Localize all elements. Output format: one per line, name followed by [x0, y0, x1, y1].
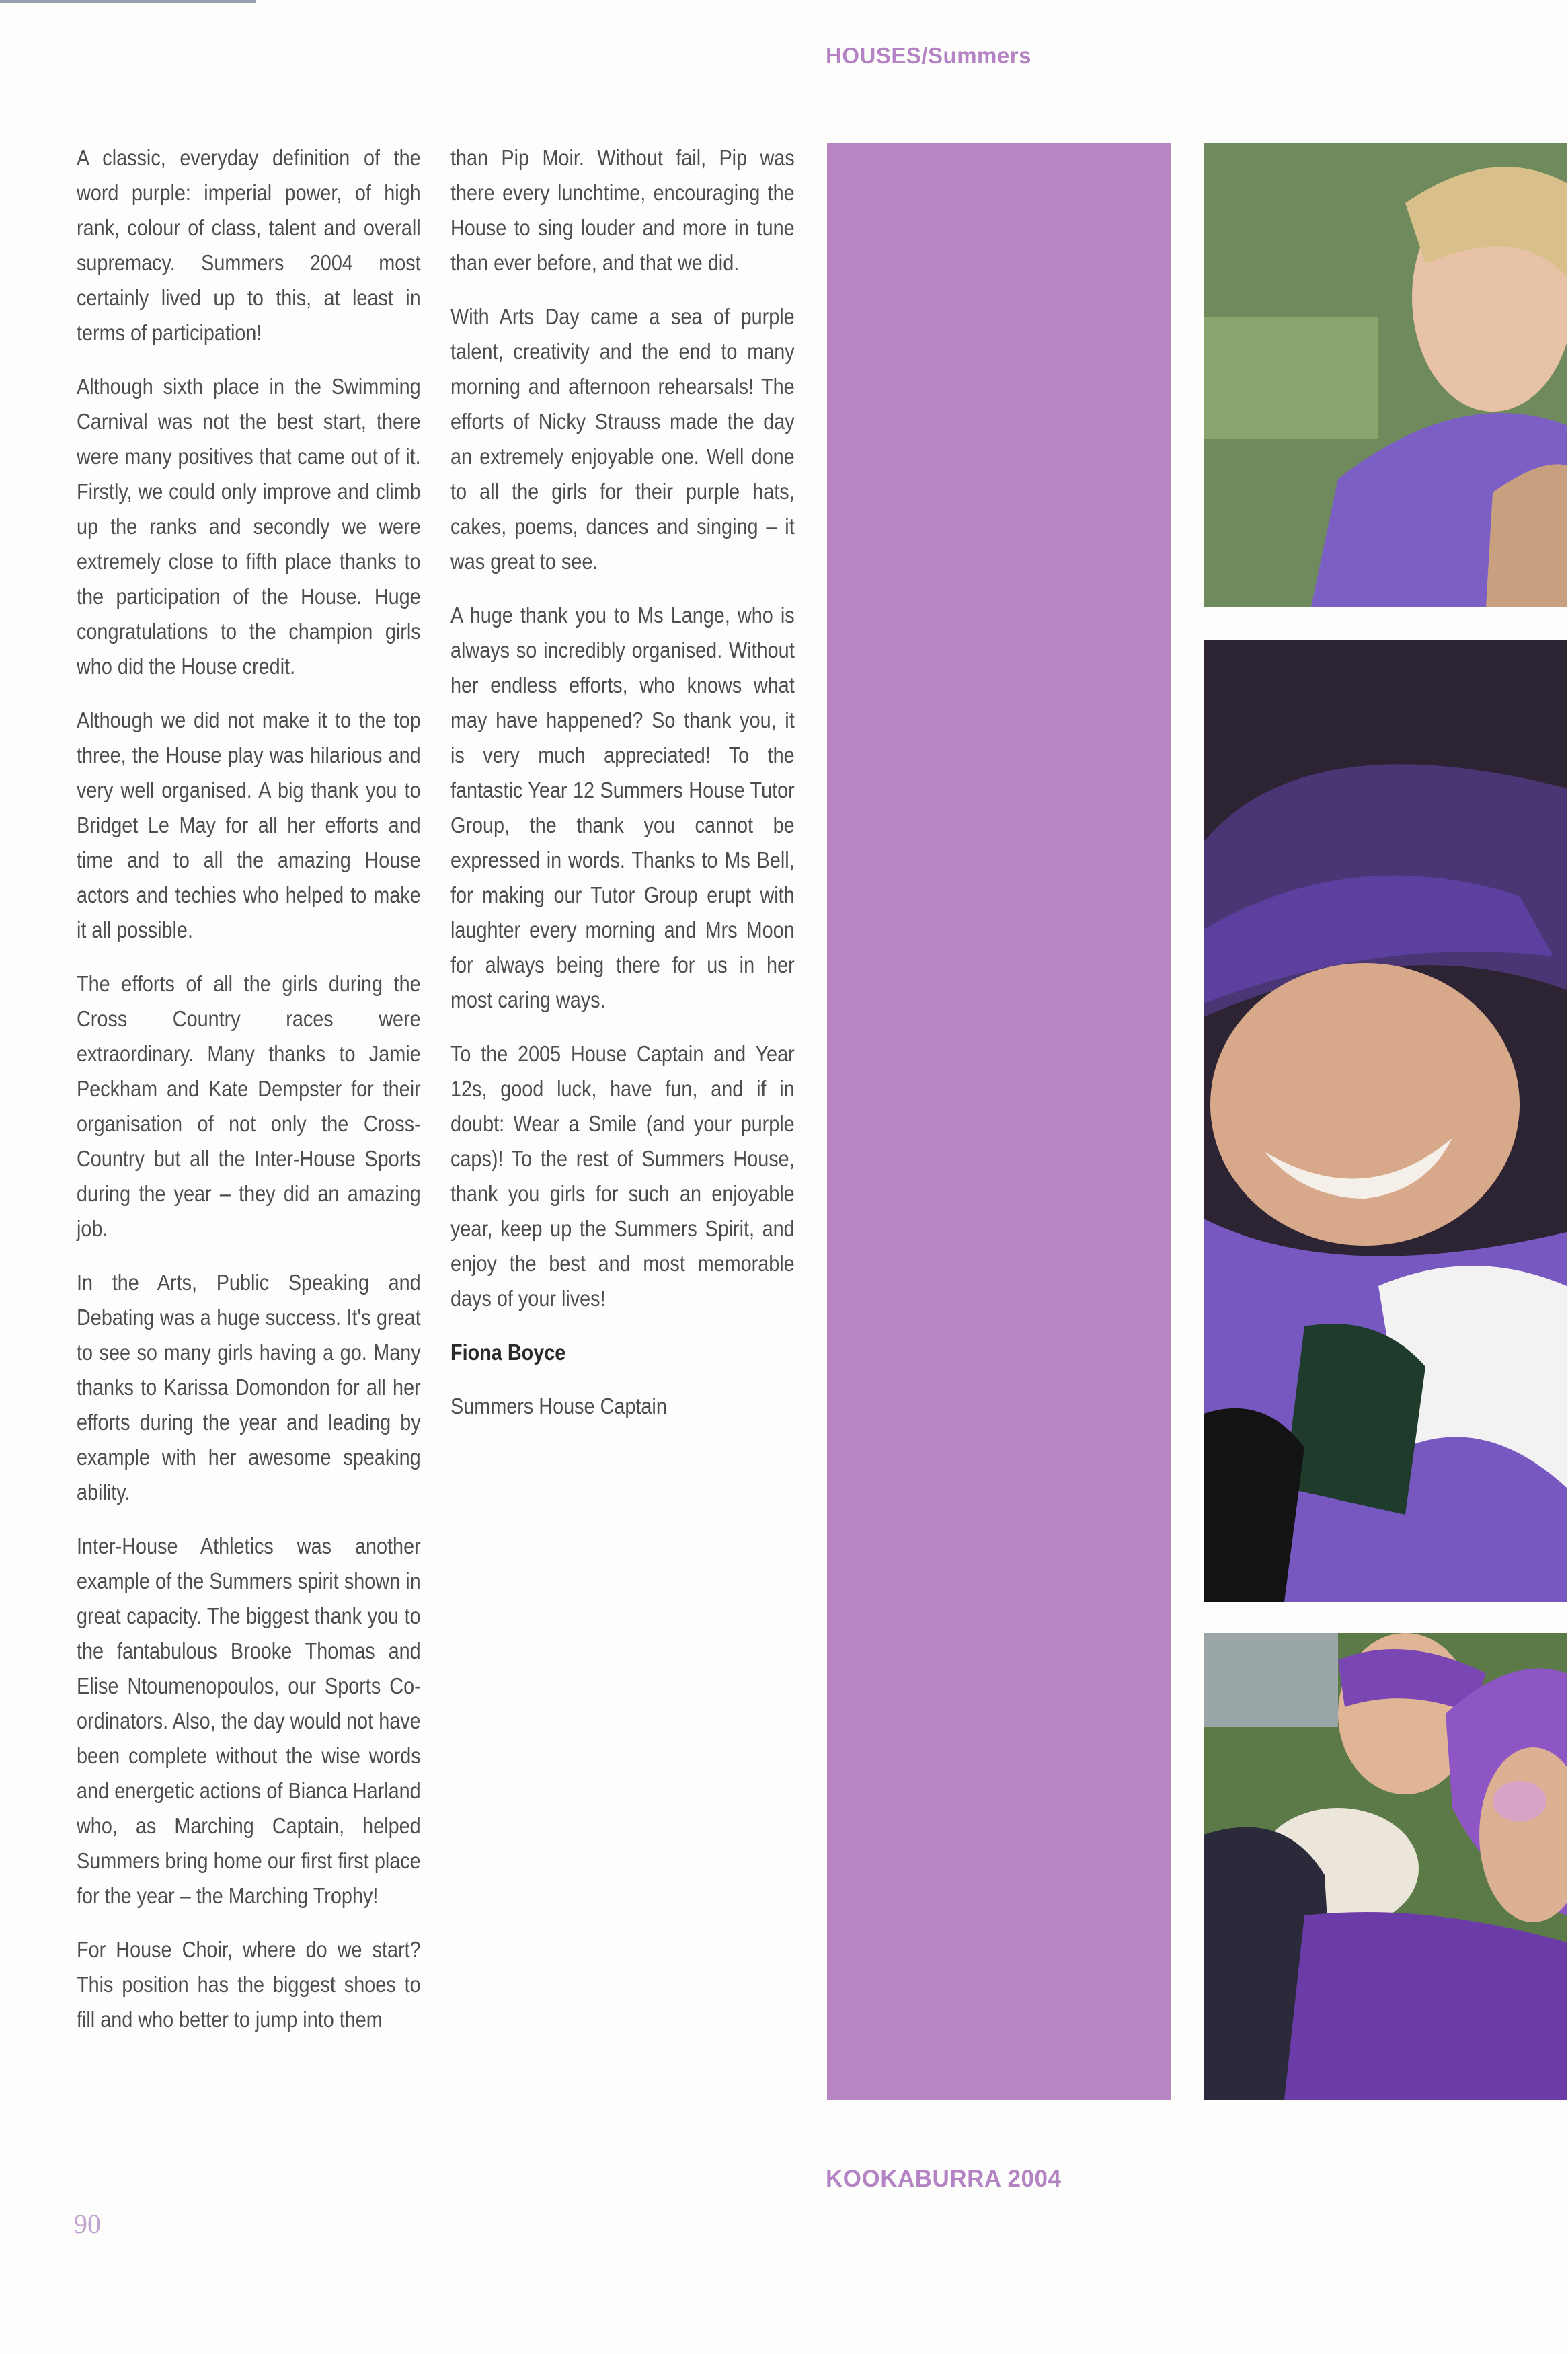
photo-girls-purple-scarves	[1204, 1633, 1567, 2100]
paragraph: For House Choir, where do we start? This position has the biggest shoes to fill and who better to jump into them	[77, 1938, 421, 2033]
purple-panel	[827, 143, 1171, 2100]
paragraph: In the Arts, Public Speaking and Debating was a huge success. It's great to see so many girls having a go. Many thanks to Karissa Domondon for all her efforts during the year and leading by example with her awesome speaking ability.	[77, 1270, 421, 1505]
paragraph: The efforts of all the girls during the Cross Country races were extraordinary. Many thanks to Jamie Peckham and Kate Dempster for their organisation of not only the Cross-Country but all the Inter-House Sports during the year – they did an amazing job.	[77, 972, 421, 1242]
author-name: Fiona Boyce	[450, 1340, 566, 1365]
paragraph: To the 2005 House Captain and Year 12s, good luck, have fun, and if in doubt: Wear a Smile (and your purple caps)! To the rest of Summers House, thank you girls for such an enjoyable year, keep up the Summers Spirit, and enjoy the best and most memorable days of your lives!	[450, 1042, 795, 1312]
page-number: 90	[74, 2209, 101, 2239]
paragraph: than Pip Moir. Without fail, Pip was there every lunchtime, encouraging the House to sing louder and more in tune than ever before, and that we did.	[450, 146, 795, 276]
paragraph: Although we did not make it to the top three, the House play was hilarious and very well organised. A big thank you to Bridget Le May for all her efforts and time and to all the amazing House actors and techies who helped to make it all possible.	[77, 708, 421, 943]
author-role: Summers House Captain	[450, 1394, 667, 1419]
article-column-1	[77, 141, 421, 2057]
photo-girl-purple-cap	[1204, 640, 1567, 1602]
section-header: HOUSES/Summers	[826, 43, 1031, 68]
publication-title: KOOKABURRA 2004	[826, 2166, 1062, 2192]
paragraph: With Arts Day came a sea of purple talent, creativity and the end to many morning and afternoon rehearsals! The efforts of Nicky Strauss made the day an extremely enjoyable one. Well done to all the girls for their purple hats, cakes, poems, dances and singing – it was great to see.	[450, 305, 795, 574]
paragraph: A huge thank you to Ms Lange, who is always so incredibly organised. Without her endless efforts, who knows what may have happened? So thank you, it is very much appreciated! To the fantastic Year 12 Summers House Tutor Group, the thank you cannot be expressed in words. Thanks to Ms Bell, for making our Tutor Group erupt with laughter every morning and Mrs Moon for always being there for us in her most caring ways.	[450, 603, 795, 1013]
top-rule	[0, 0, 256, 3]
paragraph: Although sixth place in the Swimming Carnival was not the best start, there were many positives that came out of it. Firstly, we could only improve and climb up the ranks and secondly we were extremely close to fifth place thanks to the participation of the House. Huge congratulations to the champion girls who did the House credit.	[77, 375, 421, 679]
paragraph: Inter-House Athletics was another example of the Summers spirit shown in great capacity. The biggest thank you to the fantabulous Brooke Thomas and Elise Ntoumenopoulos, our Sports Co-ordinators. Also, the day would not have been complete without the wise words and energetic actions of Bianca Harland who, as Marching Captain, helped Summers bring home our first first place for the year – the Marching Trophy!	[77, 1534, 421, 1909]
article-column-2	[450, 141, 795, 1443]
paragraph: A classic, everyday definition of the word purple: imperial power, of high rank, colour of class, talent and overall supremacy. Summers 2004 most certainly lived up to this, at least in terms of participation!	[77, 146, 421, 346]
photo-girl-smiling	[1204, 143, 1567, 607]
